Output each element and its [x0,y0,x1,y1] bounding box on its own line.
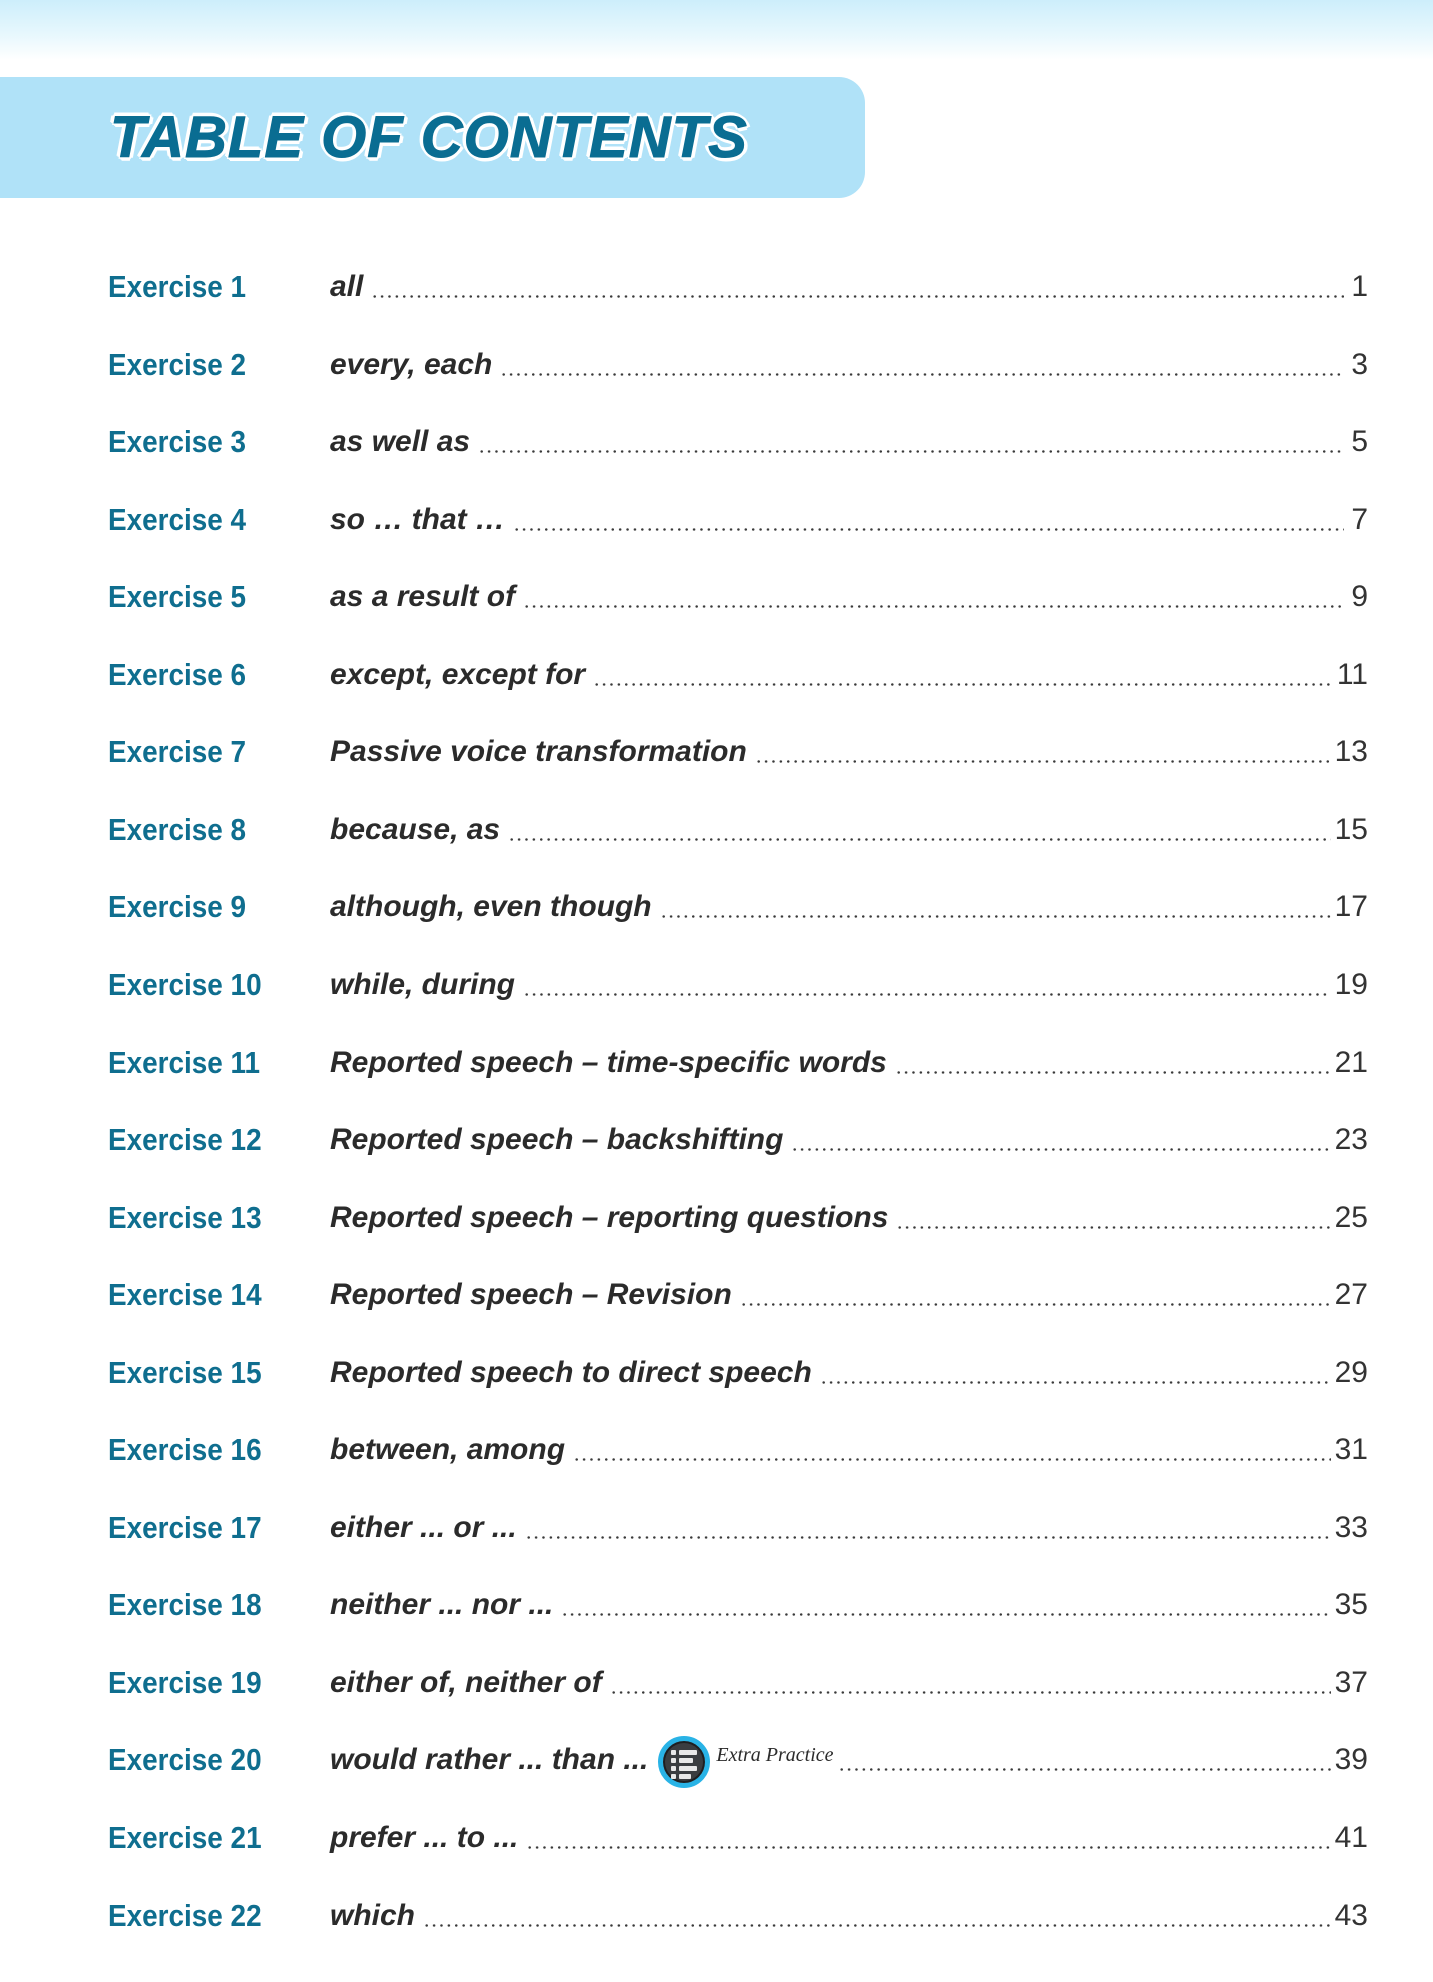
exercise-topic: while, during [330,967,515,1001]
exercise-label: Exercise 3 [108,424,247,460]
page-number: 31 [1334,1433,1368,1467]
toc-entry-4[interactable] [108,500,1368,540]
page-number: 35 [1334,1588,1368,1622]
exercise-label: Exercise 4 [108,501,247,537]
exercise-label: Exercise 10 [108,966,262,1002]
exercise-topic: Reported speech – backshifting [330,1123,784,1157]
dot-leader [523,965,1331,1005]
exercise-label: Exercise 2 [108,346,247,382]
exercise-topic: except, except for [330,657,586,691]
page-number: 33 [1334,1510,1368,1544]
dot-leader [660,887,1331,927]
extra-practice-checklist-icon [658,1736,710,1788]
toc-entry-7[interactable] [108,732,1368,772]
exercise-label: Exercise 18 [108,1587,262,1623]
exercise-topic: prefer ... to ... [330,1821,519,1854]
toc-entry-1[interactable] [108,267,1368,307]
toc-entry-18[interactable] [108,1585,1368,1625]
exercise-topic: although, even though [330,890,652,924]
page-number: 43 [1334,1898,1368,1932]
dot-leader [573,1430,1331,1470]
toc-entry-6[interactable] [108,655,1368,695]
exercise-topic: because, as [330,812,501,846]
dot-leader [371,267,1344,307]
exercise-label: Exercise 9 [108,889,247,925]
exercise-label: Exercise 15 [108,1354,262,1390]
dot-leader [513,500,1344,540]
exercise-topic: between, among [330,1433,566,1467]
page-number: 1 [1351,270,1368,303]
dot-leader [838,1740,1331,1780]
dot-leader [525,1508,1331,1548]
page-number: 25 [1334,1200,1368,1234]
dot-leader [526,1818,1330,1858]
page-number: 39 [1334,1743,1368,1777]
page-number: 17 [1334,890,1368,924]
toc-entry-22[interactable] [108,1896,1368,1936]
exercise-label: Exercise 8 [108,811,247,847]
exercise-label: Exercise 22 [108,1897,262,1933]
exercise-topic: as a result of [330,580,516,614]
toc-entry-5[interactable] [108,577,1368,617]
toc-entry-16[interactable] [108,1430,1368,1470]
exercise-topic: Passive voice transformation [330,735,747,769]
exercise-topic: so … that … [330,502,506,536]
top-gradient-band [0,0,1433,60]
exercise-label: Exercise 1 [108,269,247,304]
toc-entry-13[interactable] [108,1198,1368,1238]
exercise-label: Exercise 14 [108,1277,262,1313]
toc-entry-19[interactable] [108,1663,1368,1703]
exercise-topic: every, each [330,347,493,381]
exercise-topic: which [330,1898,416,1932]
toc-entry-3[interactable] [108,422,1368,462]
exercise-label: Exercise 5 [108,579,247,615]
dot-leader [896,1198,1330,1238]
toc-entry-21[interactable] [108,1818,1368,1858]
exercise-label: Exercise 17 [108,1509,262,1545]
exercise-topic: as well as [330,425,471,459]
toc-entry-17[interactable] [108,1508,1368,1548]
extra-practice-label: Extra Practice [716,1744,834,1767]
exercise-topic: neither ... nor ... [330,1588,554,1622]
toc-entry-20[interactable] [108,1740,1368,1780]
page-number: 7 [1351,502,1368,536]
exercise-topic: would rather ... than ... [330,1743,649,1777]
dot-leader [755,732,1331,772]
exercise-label: Exercise 13 [108,1199,262,1235]
page-number: 9 [1351,580,1368,614]
dot-leader [508,810,1331,850]
dot-leader [500,345,1344,385]
toc-entry-12[interactable] [108,1120,1368,1160]
dot-leader [423,1896,1331,1936]
toc-entry-2[interactable] [108,345,1368,385]
dot-leader [791,1120,1330,1160]
page-number: 41 [1334,1821,1368,1854]
exercise-topic: either of, neither of [330,1665,602,1699]
dot-leader [523,577,1344,617]
dot-leader [895,1043,1331,1083]
dot-leader [740,1275,1331,1315]
exercise-label: Exercise 11 [108,1044,261,1080]
page-number: 27 [1334,1278,1368,1312]
exercise-label: Exercise 12 [108,1122,262,1158]
exercise-topic: Reported speech – reporting questions [330,1200,889,1234]
page-number: 13 [1334,735,1368,769]
dot-leader [593,655,1333,695]
page-number: 15 [1334,812,1368,846]
exercise-label: Exercise 19 [108,1664,262,1700]
page-number: 3 [1351,347,1368,381]
exercise-label: Exercise 20 [108,1742,262,1778]
toc-entry-11[interactable] [108,1043,1368,1083]
exercise-topic: Reported speech – time-specific words [330,1045,887,1079]
extra-practice-badge [658,1740,833,1780]
exercise-topic: Reported speech to direct speech [330,1355,812,1389]
page-number: 29 [1334,1355,1368,1389]
toc-entry-14[interactable] [108,1275,1368,1315]
toc-entry-15[interactable] [108,1353,1368,1393]
page-number: 19 [1334,967,1368,1001]
exercise-label: Exercise 7 [108,734,247,770]
dot-leader [610,1663,1331,1703]
exercise-label: Exercise 6 [108,656,247,692]
page-title: TABLE OF CONTENTS [110,105,748,170]
page-number: 5 [1351,425,1368,459]
exercise-topic: either ... or ... [330,1510,517,1544]
dot-leader [478,422,1344,462]
page-number: 21 [1334,1045,1368,1079]
page-number: 11 [1336,657,1368,691]
dot-leader [561,1585,1330,1625]
toc-entry-9[interactable] [108,887,1368,927]
exercise-topic: all [330,270,364,303]
page-number: 37 [1334,1665,1368,1699]
toc-entry-10[interactable] [108,965,1368,1005]
toc-entry-8[interactable] [108,810,1368,850]
exercise-topic: Reported speech – Revision [330,1278,732,1312]
exercise-label: Exercise 21 [108,1820,262,1855]
dot-leader [820,1353,1331,1393]
exercise-label: Exercise 16 [108,1432,262,1468]
page-number: 23 [1334,1123,1368,1157]
